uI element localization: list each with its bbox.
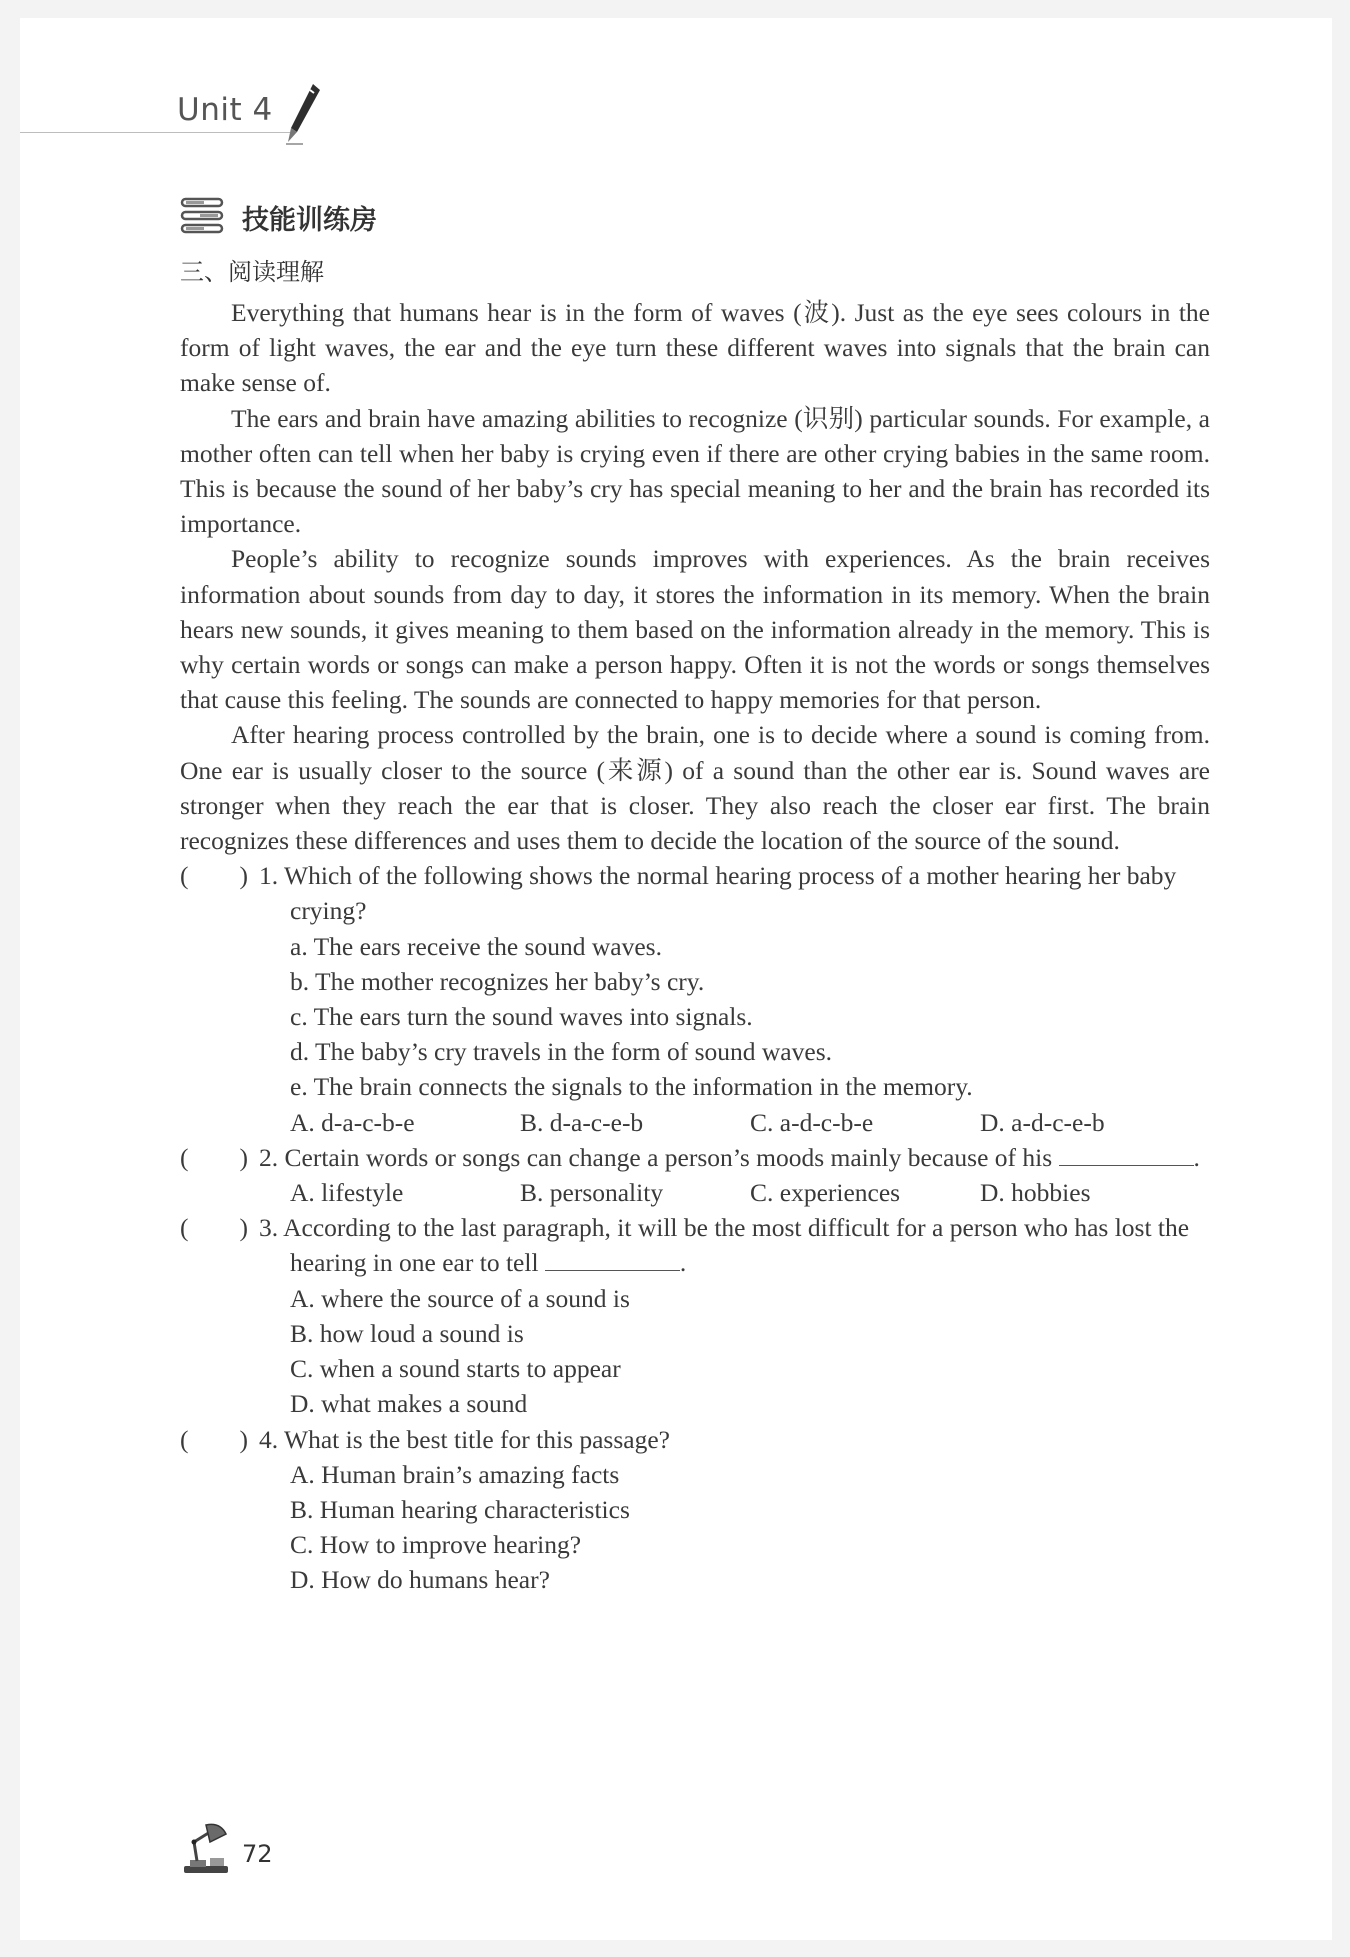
option-a[interactable]: A. d-a-c-b-e [290,1107,415,1137]
passage-paragraph: The ears and brain have amazing abilities to recognize (识别) particular sounds. For example, a mother often can tell when her baby is crying even if there are other crying babies in the same room. This is because the sound of her baby’s cry has special meaning to her and the brain has recorded its importance. [180,403,1210,539]
question-stem [259,858,1210,928]
question-stem [259,1140,1210,1175]
question-1 [180,858,1210,1140]
question-stem [259,1422,1210,1457]
part-title: 三、阅读理解 [180,258,324,286]
process-step: d. The baby’s cry travels in the form of sound waves. [290,1037,832,1067]
pen-icon [283,82,323,146]
answer-blank[interactable] [1059,1140,1194,1166]
options-row [290,1105,1210,1140]
question-4 [180,1422,1210,1598]
book-stack-icon [180,196,226,236]
option-a[interactable]: A. lifestyle [290,1178,404,1208]
option-c[interactable]: C. How to improve hearing? [290,1530,582,1560]
option-c[interactable]: C. a-d-c-b-e [750,1107,874,1137]
answer-bracket[interactable]: ( ) [180,1213,248,1243]
option-c[interactable]: C. experiences [750,1178,901,1208]
option-b[interactable]: B. Human hearing characteristics [290,1494,630,1524]
process-step: b. The mother recognizes her baby’s cry. [290,966,705,996]
desk-lamp-icon [180,1820,236,1876]
answer-bracket[interactable]: ( ) [180,861,248,891]
question-text: Certain words or songs can change a person’s moods mainly because of his [284,1142,1053,1172]
question-text-end: . [679,1248,687,1278]
question-3 [180,1210,1210,1421]
question-number: 4. [259,1424,279,1454]
process-step: e. The brain connects the signals to the information in the memory. [290,1072,973,1102]
question-text: What is the best title for this passage? [284,1424,670,1454]
question-number: 2. [259,1142,279,1172]
option-b[interactable]: B. d-a-c-e-b [520,1107,644,1137]
answer-blank[interactable] [545,1245,680,1271]
process-step: a. The ears receive the sound waves. [290,931,662,961]
passage-paragraph: After hearing process controlled by the brain, one is to decide where a sound is coming from. One ear is usually closer to the source (来源) of a sound than the other ear is. Sound waves are stronger when they reach the ear that is closer. They also reach the closer ear first. The brain recognizes these differences and uses them to decide the location of the source of the sound. [180,720,1210,856]
option-b[interactable]: B. how loud a sound is [290,1318,524,1348]
passage-paragraph: People’s ability to recognize sounds improves with experiences. As the brain receives information about sounds from day to day, it stores the information in its memory. When the brain hears new sounds, it gives meaning to them based on the information already in the memory. This is why certain words or songs can make a person happy. Often it is not the words or songs themselves that cause this feeling. The sounds are connected to happy memories for that person. [180,544,1210,715]
question-text-end: . [1193,1142,1200,1172]
page-number: 72 [242,1840,273,1868]
option-c[interactable]: C. when a sound starts to appear [290,1354,621,1384]
question-2 [180,1140,1210,1210]
option-d[interactable]: D. what makes a sound [290,1389,528,1419]
option-a[interactable]: A. where the source of a sound is [290,1283,630,1313]
option-d[interactable]: D. How do humans hear? [290,1565,550,1595]
option-a[interactable]: A. Human brain’s amazing facts [290,1459,620,1489]
question-number: 3. [259,1213,279,1243]
answer-bracket[interactable]: ( ) [180,1142,248,1172]
reading-content [180,295,1210,1598]
answer-bracket[interactable]: ( ) [180,1424,248,1454]
header-rule [20,132,290,133]
option-d[interactable]: D. hobbies [980,1178,1091,1208]
options-row [290,1175,1210,1210]
question-text: According to the last paragraph, it will be the most difficult for a person who has lost the hearing in one ear to tell [283,1213,1190,1278]
question-stem [259,1210,1210,1280]
process-step: c. The ears turn the sound waves into signals. [290,1002,753,1032]
section-title: 技能训练房 [242,205,377,236]
question-text: Which of the following shows the normal hearing process of a mother hearing her baby crying? [284,861,1177,926]
unit-title: Unit 4 [177,92,273,128]
option-d[interactable]: D. a-d-c-e-b [980,1107,1105,1137]
question-number: 1. [259,861,279,891]
passage-paragraph: Everything that humans hear is in the form of waves (波). Just as the eye sees colours in the form of light waves, the ear and the eye turn these different waves into signals that the brain can make sense of. [180,298,1210,398]
option-b[interactable]: B. personality [520,1178,664,1208]
